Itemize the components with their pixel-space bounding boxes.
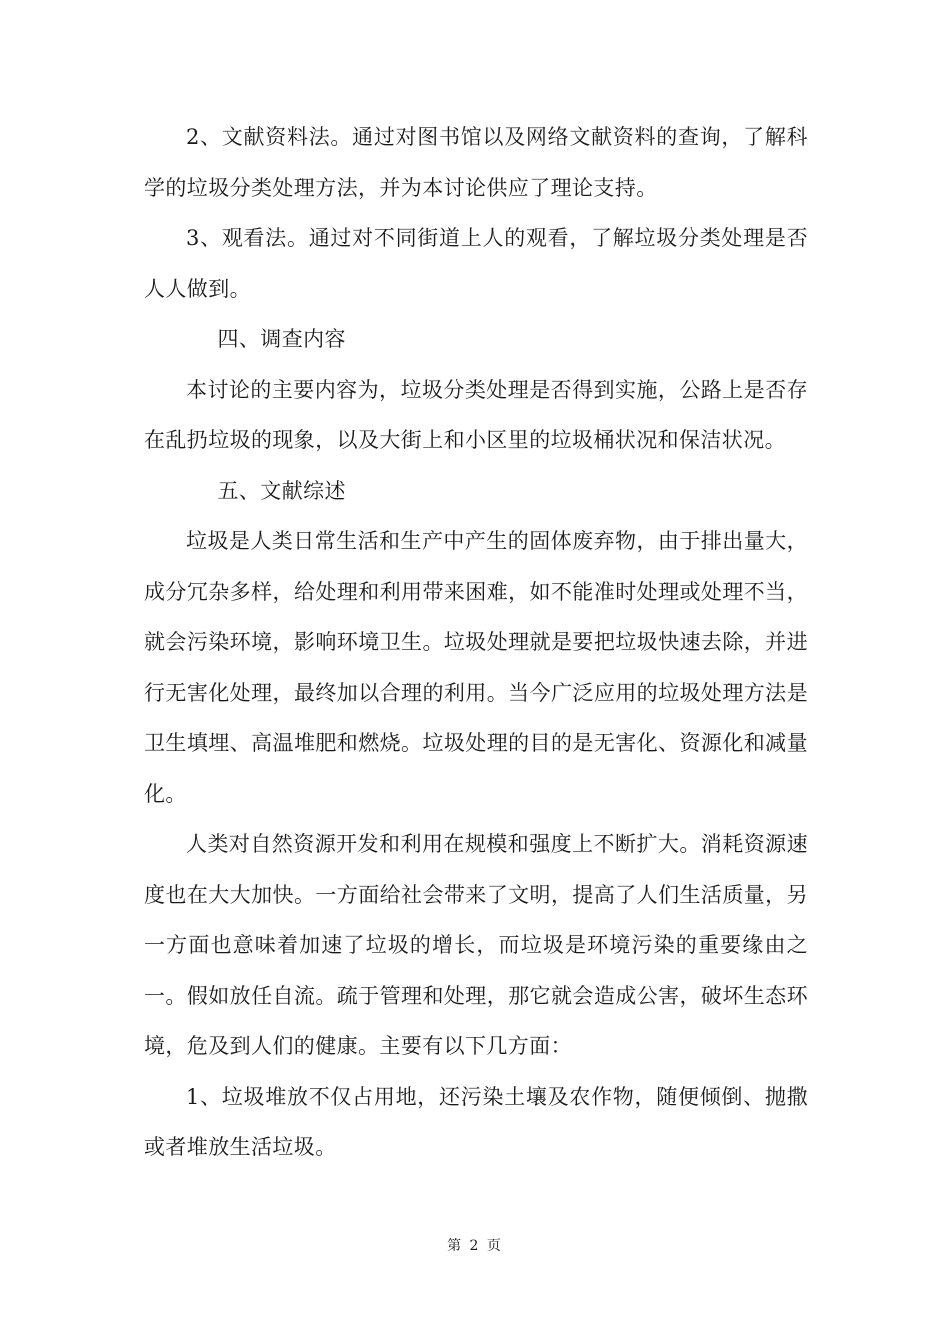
paragraph-impact-1: 1、垃圾堆放不仅占用地，还污染土壤及农作物，随便倾倒、抛撒或者堆放生活垃圾。	[144, 1084, 808, 1159]
paragraph-literature-review-2: 人类对自然资源开发和利用在规模和强度上不断扩大。消耗资源速度也在大大加快。一方面给社会带来了文明，提高了人们生活质量，另一方面也意味着加速了垃圾的增长，而垃圾是环境污染的重要缘由之一。假如放任自流。疏于管理和处理，那它就会造成公害，破坏生态环境，危及到人们的健康。主要有以下几方面：	[144, 832, 808, 1058]
paragraph-literature-review-1: 垃圾是人类日常生活和生产中产生的固体废弃物，由于排出量大，成分冗杂多样，给处理和利用带来困难，如不能准时处理或处理不当，就会污染环境，影响环境卫生。垃圾处理就是要把垃圾快速去除，并进行无害化处理，最终加以合理的利用。当今广泛应用的垃圾处理方法是卫生填埋、高温堆肥和燃烧。垃圾处理的目的是无害化、资源化和减量化。	[144, 529, 808, 806]
paragraph-method-literature: 2、文献资料法。通过对图书馆以及网络文献资料的查询，了解科学的垃圾分类处理方法，并为本讨论供应了理论支持。	[144, 125, 808, 200]
document-body	[144, 112, 808, 1173]
section-heading-survey-content: 四、调查内容	[217, 327, 346, 351]
page-number-footer: 第 2 页	[447, 1238, 503, 1254]
section-heading-literature-review: 五、文献综述	[217, 478, 346, 503]
paragraph-survey-content: 本讨论的主要内容为，垃圾分类处理是否得到实施，公路上是否存在乱扔垃圾的现象，以及大街上和小区里的垃圾桶状况和保洁状况。	[144, 377, 808, 452]
paragraph-method-observation: 3、观看法。通过对不同街道上人的观看，了解垃圾分类处理是否人人做到。	[144, 226, 808, 301]
